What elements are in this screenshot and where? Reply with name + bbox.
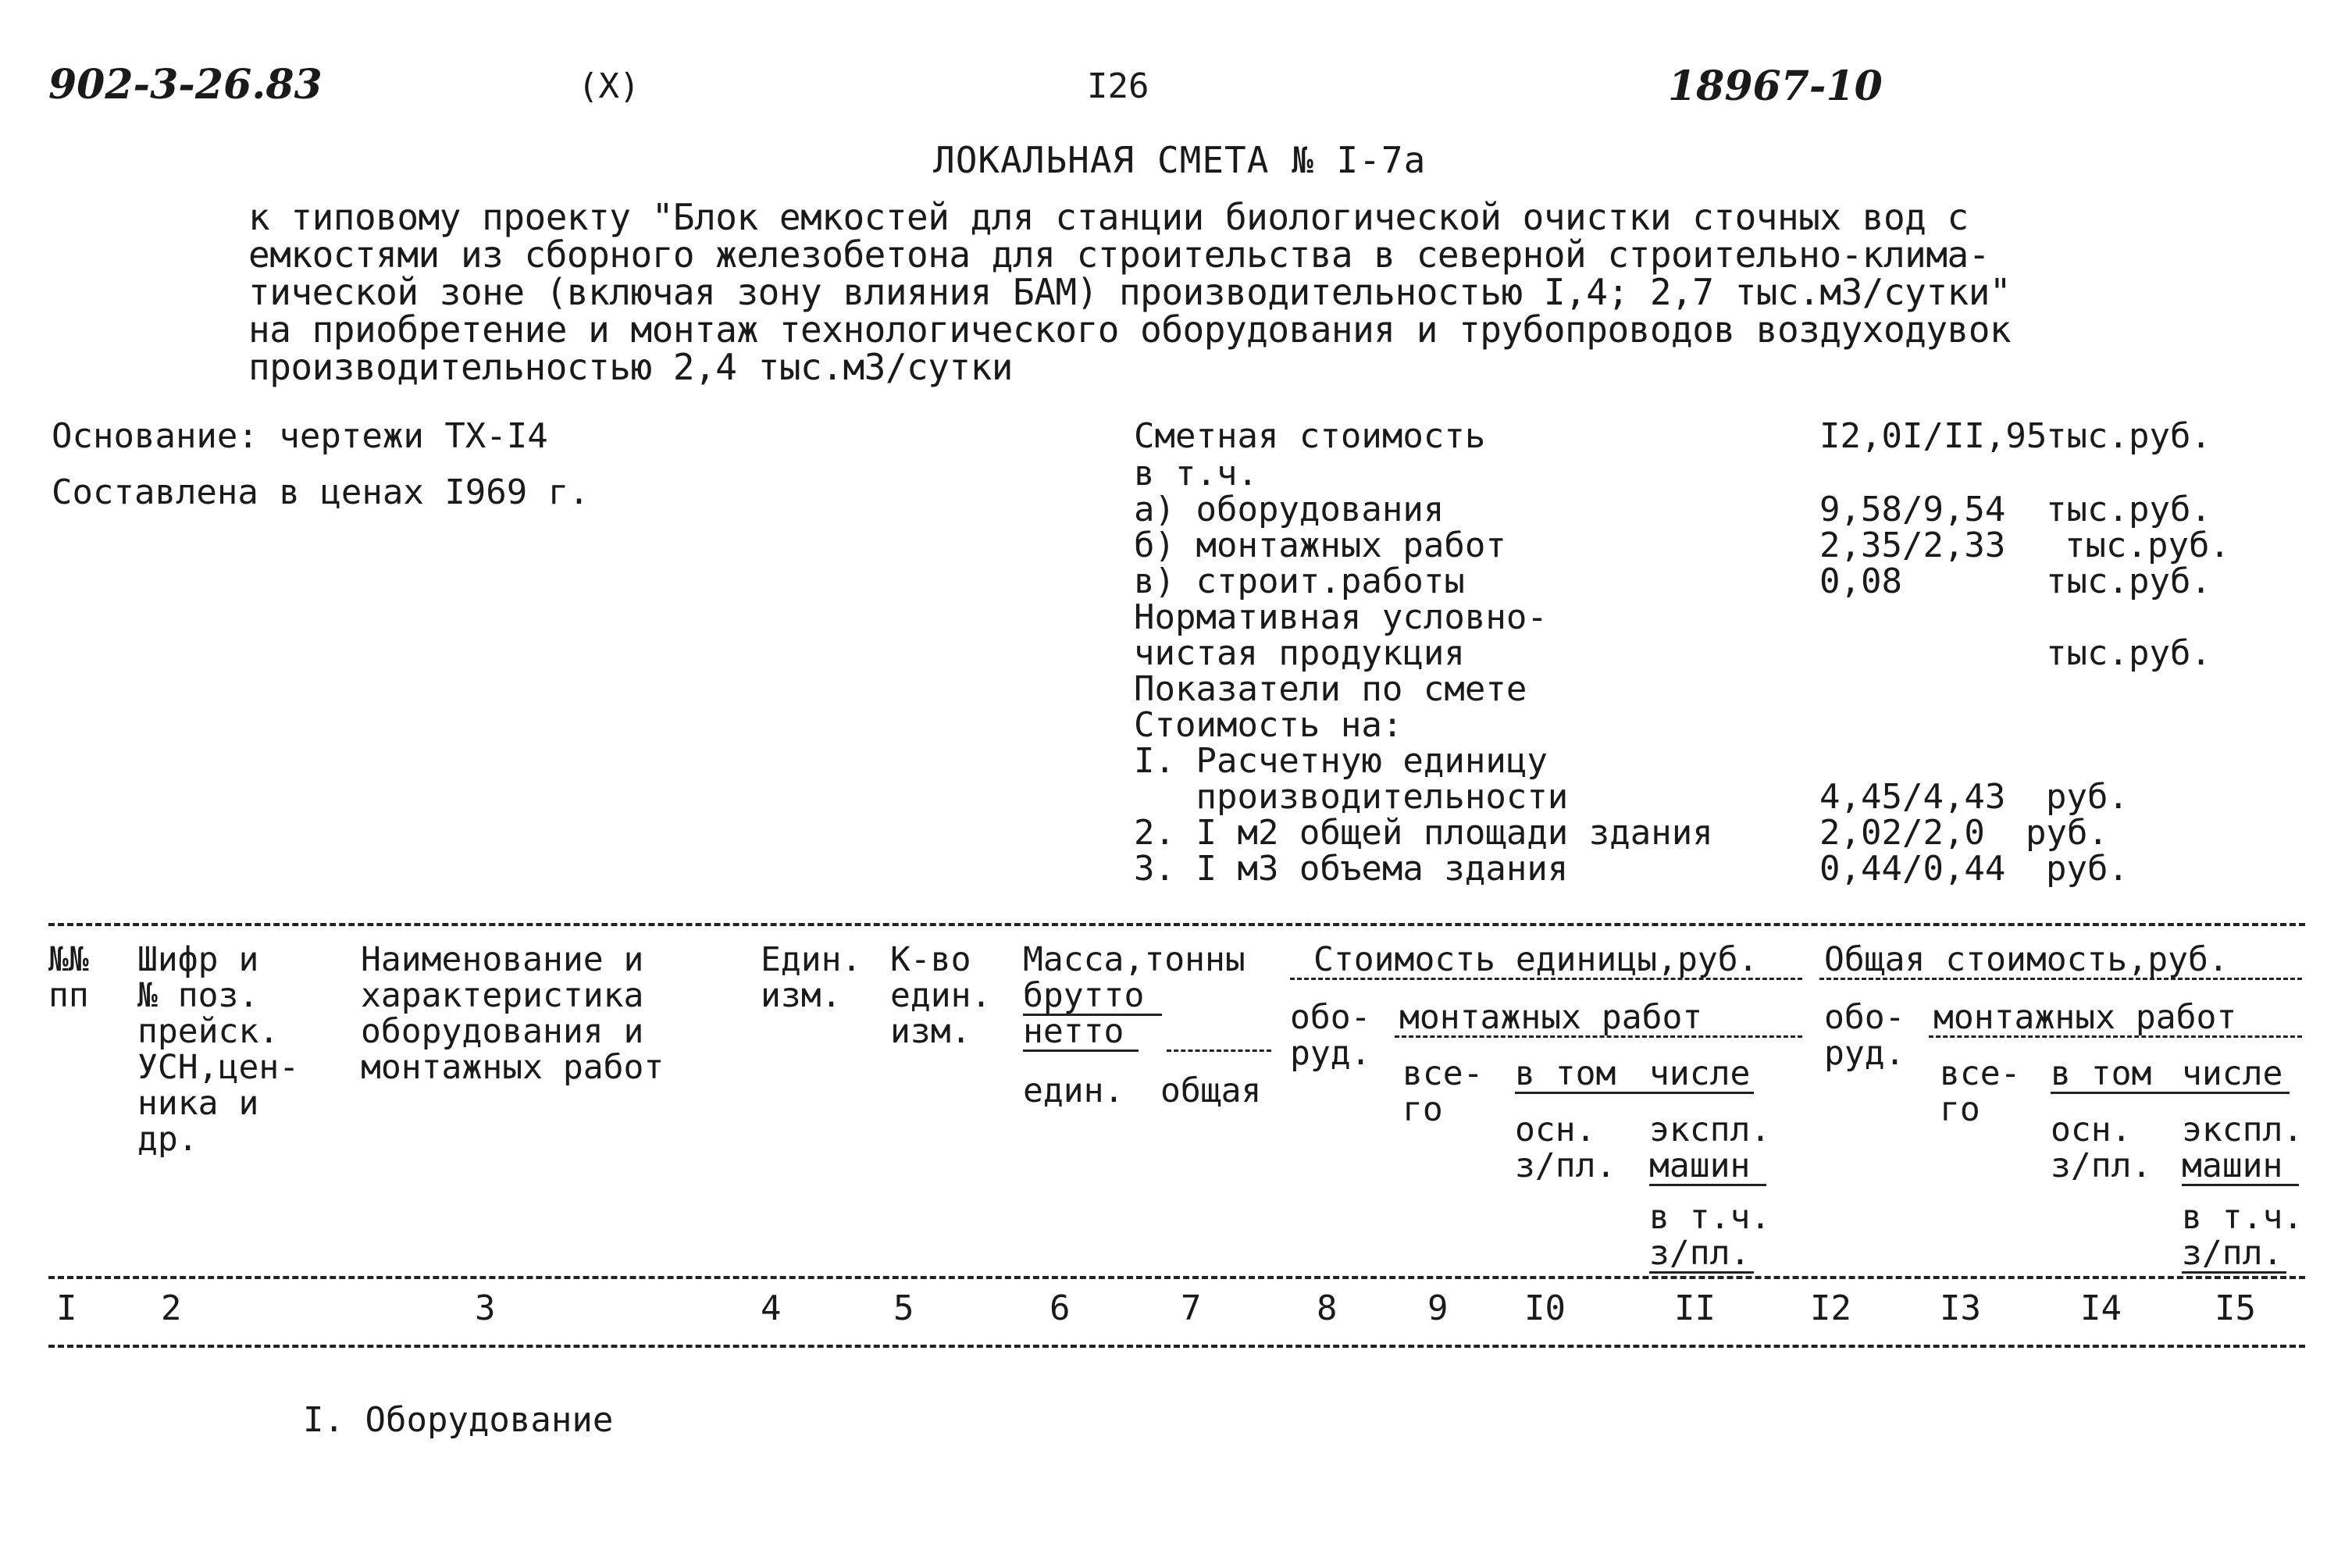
col-num: 6 <box>1049 1288 1071 1328</box>
cost-unit: руб. <box>2046 777 2129 817</box>
basis: Основание: чертежи ТХ-I4 <box>52 416 548 456</box>
unit-cost-equipment: обо- руд. <box>1290 998 1371 1073</box>
cost-label: Показатели по смете <box>1134 669 1527 709</box>
cost-label: чистая продукция <box>1134 633 1465 673</box>
cost-unit: тыс.руб. <box>2046 633 2211 673</box>
mass-netto: нетто <box>1023 1012 1124 1051</box>
cost-value: 2,35/2,33 <box>1819 526 2006 565</box>
col-num: 3 <box>475 1288 496 1328</box>
col-num: I5 <box>2215 1288 2256 1328</box>
cost-unit: тыс.руб. <box>2046 561 2211 601</box>
cost-label: Сметная стоимость <box>1134 416 1486 456</box>
total-cost-equipment: обо- руд. <box>1824 998 1905 1073</box>
total-cost-header: Общая стоимость,руб. <box>1824 940 2229 979</box>
total-cost-vtch: в т.ч. <box>2182 1198 2304 1237</box>
unit-zpl-underline <box>1649 1271 1754 1274</box>
intro-line-2: емкостями из сборного железобетона для строительства в северной строительно-клима- <box>248 233 1990 276</box>
prices-year: Составлена в ценах I969 г. <box>52 472 590 512</box>
section-heading: I. Оборудование <box>303 1400 614 1440</box>
cost-label: в) строит.работы <box>1134 561 1465 601</box>
cost-label: 2. I м2 общей площади здания <box>1134 813 1713 853</box>
cost-label: а) оборудования <box>1134 490 1445 529</box>
col-num: 9 <box>1427 1288 1449 1328</box>
mass-header: Масса,тонны <box>1023 940 1245 979</box>
col-num: 4 <box>761 1288 782 1328</box>
mass-unit: един. <box>1023 1071 1124 1110</box>
unit-cost-expl: экспл. <box>1649 1110 1771 1149</box>
total-cost-mash: машин <box>2182 1146 2283 1185</box>
total-cost-rule <box>1819 978 2302 980</box>
cost-label: 3. I м3 объема здания <box>1134 849 1569 889</box>
col-num: 2 <box>161 1288 182 1328</box>
unit-montage-rule <box>1395 1035 1802 1038</box>
total-montage-rule <box>1929 1035 2302 1038</box>
total-incl-underline <box>2051 1092 2290 1094</box>
col-num: 8 <box>1317 1288 1338 1328</box>
col-code-header: Шифр и № поз. прейск. УСН,цен- ника и др. <box>137 940 300 1159</box>
mass-rule <box>1167 1049 1271 1052</box>
col-num: I0 <box>1524 1288 1566 1328</box>
netto-underline <box>1023 1049 1139 1052</box>
cost-unit: тыс.руб. <box>2046 490 2211 529</box>
cost-unit: руб. <box>2026 813 2108 853</box>
header-bottom-rule <box>48 1276 2305 1279</box>
cost-value: 0,08 <box>1819 561 1902 601</box>
unit-cost-header: Стоимость единицы,руб. <box>1313 940 1759 979</box>
mass-total: общая <box>1160 1071 1262 1110</box>
total-cost-incl-a: в том <box>2051 1054 2152 1093</box>
intro-line-4: на приобретение и монтаж технологического оборудования и трубопроводов воздуходувок <box>248 308 2012 351</box>
total-cost-all: все- го <box>1940 1054 2021 1129</box>
total-zpl-underline <box>2182 1271 2286 1274</box>
page-title: ЛОКАЛЬНАЯ СМЕТА № I-7а <box>933 139 1427 181</box>
intro-line-5: производительностью 2,4 тыс.м3/сутки <box>248 346 1013 388</box>
total-cost-incl-b: числе <box>2182 1054 2283 1093</box>
col-num: I <box>56 1288 77 1328</box>
unit-cost-rule <box>1290 978 1802 980</box>
cost-value: 4,45/4,43 <box>1819 777 2006 817</box>
unit-cost-all: все- го <box>1402 1054 1484 1129</box>
mass-brutto: брутто <box>1023 976 1145 1015</box>
col-name-header: Наименование и характеристика оборудования и монтажных работ <box>361 940 665 1087</box>
cost-unit: руб. <box>2046 849 2129 889</box>
cost-unit: тыс.руб. <box>2065 526 2230 565</box>
cost-label: производительности <box>1134 777 1569 817</box>
cost-value: 0,44/0,44 <box>1819 849 2006 889</box>
cost-label: в т.ч. <box>1134 454 1258 494</box>
cost-value: 9,58/9,54 <box>1819 490 2006 529</box>
handwritten-number: 18967-10 <box>1668 62 1883 110</box>
col-num: 7 <box>1181 1288 1202 1328</box>
unit-cost-osn-zpl: осн. з/пл. <box>1515 1110 1616 1185</box>
unit-cost-mash: машин <box>1649 1146 1751 1185</box>
total-cost-expl: экспл. <box>2182 1110 2304 1149</box>
numbers-bottom-rule <box>48 1345 2305 1348</box>
col-quantity-header: К-во един. изм. <box>890 940 992 1051</box>
unit-mash-underline <box>1649 1184 1766 1186</box>
total-cost-zpl: з/пл. <box>2182 1234 2283 1273</box>
cost-label: Нормативная условно- <box>1134 597 1548 637</box>
col-number-header: №№ пп <box>48 940 89 1015</box>
unit-incl-underline <box>1515 1092 1754 1094</box>
intro-line-1: к типовому проекту "Блок емкостей для станции биологической очистки сточных вод с <box>248 196 1969 238</box>
page-number: I26 <box>1087 66 1149 106</box>
unit-cost-montage: монтажных работ <box>1399 998 1703 1037</box>
cost-label: Стоимость на: <box>1134 705 1403 745</box>
unit-cost-incl-b: числе <box>1649 1054 1751 1093</box>
total-cost-osn-zpl: осн. з/пл. <box>2051 1110 2152 1185</box>
cost-value: 2,02/2,0 <box>1819 813 1985 853</box>
col-num: 5 <box>893 1288 914 1328</box>
project-code: 902-3-26.83 <box>48 61 323 109</box>
mark-x: (X) <box>578 66 640 106</box>
col-unit-header: Един. изм. <box>761 940 862 1015</box>
cost-value: I2,0I/II,95 <box>1819 416 2047 456</box>
unit-cost-vtch: в т.ч. <box>1649 1198 1771 1237</box>
total-mash-underline <box>2182 1184 2299 1186</box>
col-num: II <box>1674 1288 1716 1328</box>
total-cost-montage: монтажных работ <box>1933 998 2237 1037</box>
cost-unit: тыс.руб. <box>2046 416 2211 456</box>
table-top-rule <box>48 923 2305 926</box>
col-num: I2 <box>1810 1288 1851 1328</box>
cost-label: I. Расчетную единицу <box>1134 741 1548 781</box>
unit-cost-incl-a: в том <box>1515 1054 1616 1093</box>
col-num: I3 <box>1940 1288 1981 1328</box>
intro-line-3: тической зоне (включая зону влияния БАМ) производительностью I,4; 2,7 тыс.м3/сутки" <box>248 271 2012 313</box>
unit-cost-zpl: з/пл. <box>1649 1234 1751 1273</box>
col-num: I4 <box>2080 1288 2122 1328</box>
cost-label: б) монтажных работ <box>1134 526 1506 565</box>
